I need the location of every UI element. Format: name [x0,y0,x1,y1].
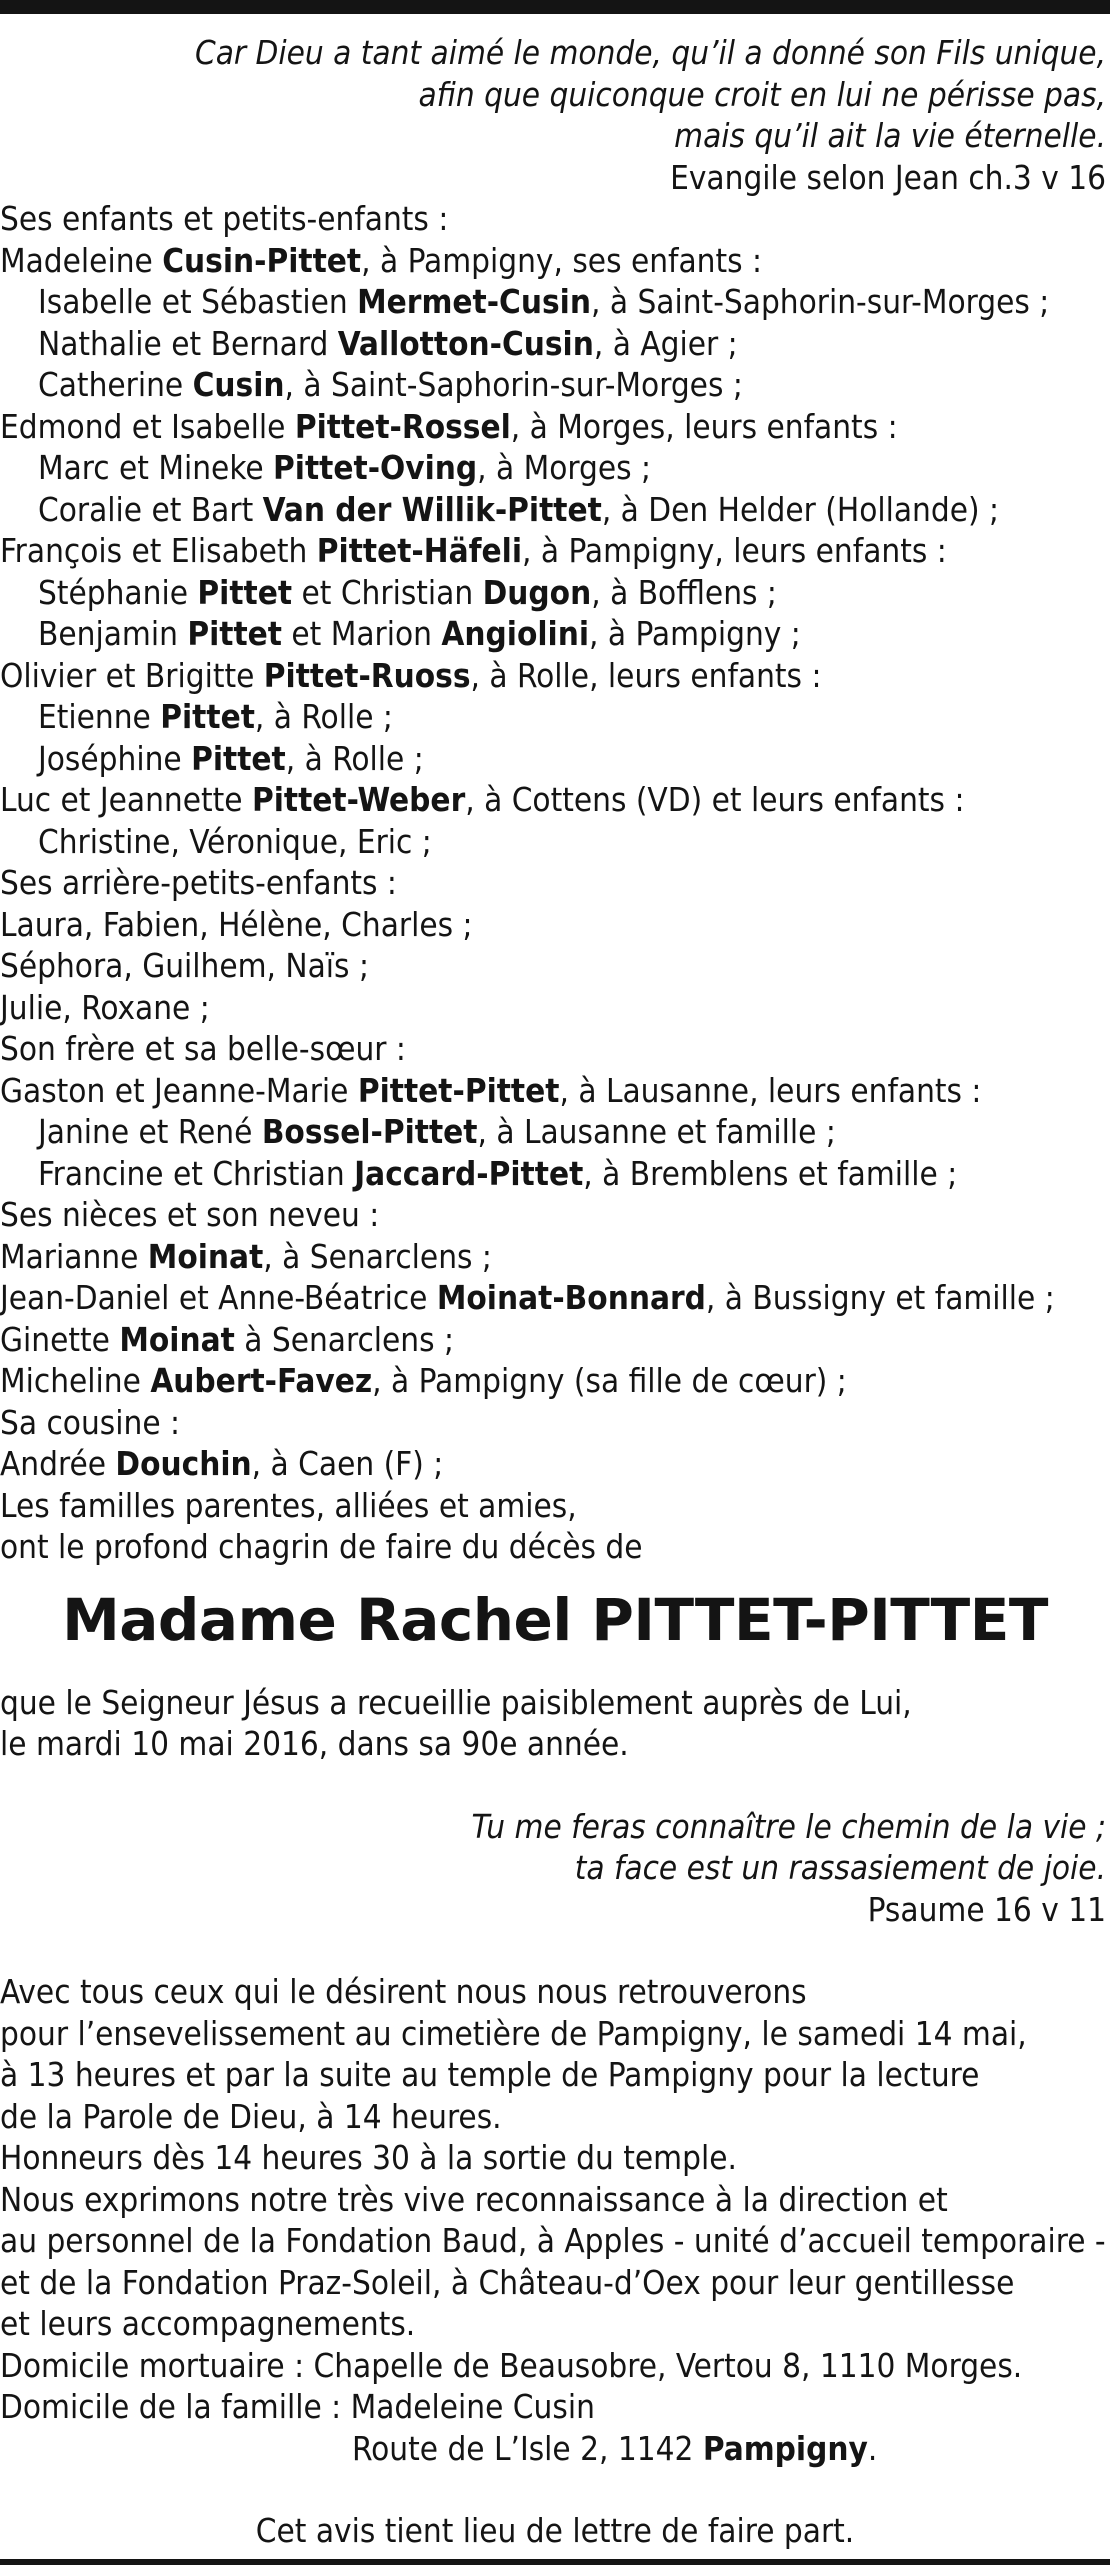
family-text: , à Bussigny et famille ; [705,1278,1055,1317]
family-text: , à Rolle ; [285,738,424,778]
family-name: Pittet-Oving [273,448,478,487]
verse-line: mais qu’il ait la vie éternelle. [674,116,1106,155]
family-text: Séphora, Guilhem, Naïs ; [0,946,369,985]
top-rule [0,0,1110,14]
family-name: Pittet [197,572,293,612]
opening-verse [0,32,1110,198]
family-text: , à Morges, leurs enfants : [510,406,898,446]
family-text: , à Lausanne, leurs enfants : [559,1070,982,1110]
ceremony-line: de la Parole de Dieu, à 14 heures. [0,2096,502,2136]
family-text: Francine et Christian [38,1153,355,1193]
family-text: Coralie et Bart [38,489,263,529]
family-line [0,1360,1110,1402]
spacer [0,1765,1110,1806]
family-address [0,2428,1110,2470]
family-text: Jean-Daniel et Anne-Béatrice [0,1278,437,1317]
family-line [0,1319,1110,1361]
family-line [0,1153,1110,1195]
verse-line: afin que quiconque croit en lui ne périsse pas, [418,74,1106,114]
ceremony-line: au personnel de la Fondation Baud, à Apples - unité d’accueil temporaire - [0,2221,1106,2260]
verse-reference: Evangile selon Jean ch.3 v 16 [670,157,1106,197]
family-line [0,987,1110,1029]
family-line [0,281,1110,323]
family-text: à Senarclens ; [234,1319,455,1359]
family-text: Andrée [0,1444,116,1483]
obituary-notice [0,32,1110,2552]
family-name: Angiolini [441,614,590,653]
family-line [0,364,1110,406]
family-line [0,821,1110,863]
family-text: , à Rolle ; [254,697,393,736]
family-text: , à Bofflens ; [591,572,777,612]
family-text: Christine, Véronique, Eric ; [38,821,432,861]
family-line [0,1028,1110,1070]
family-line [0,1277,1110,1319]
passing-line: le mardi 10 mai 2016, dans sa 90e année. [0,1724,629,1763]
deceased-name: Madame Rachel PITTET-PITTET [62,1585,1048,1654]
family-line [0,1236,1110,1278]
family-text: , à Saint-Saphorin-sur-Morges ; [590,282,1050,321]
family-name: Vallotton-Cusin [337,323,594,363]
family-text: ont le profond chagrin de faire du décès de [0,1527,643,1566]
family-text: Ginette [0,1319,120,1359]
family-line [0,1402,1110,1444]
family-line [0,1443,1110,1485]
family-line [0,406,1110,448]
ceremony-line: Honneurs dès 14 heures 30 à la sortie du temple. [0,2138,737,2177]
family-name: Moinat-Bonnard [436,1278,706,1317]
family-name: Pittet-Häfeli [316,531,523,570]
family-line [0,1526,1110,1568]
family-line [0,323,1110,365]
family-text: Isabelle et Sébastien [38,282,358,321]
family-name: Pittet-Rossel [294,406,511,446]
family-text: Ses arrière-petits-enfants : [0,863,397,902]
family-text: , à Saint-Saphorin-sur-Morges ; [284,365,743,404]
family-text: Marc et Mineke [38,448,274,487]
family-text: Son frère et sa belle-sœur : [0,1029,406,1068]
psalm-verse [0,1806,1110,1931]
family-line [0,613,1110,655]
family-name: Pittet-Pittet [357,1070,560,1110]
family-text: Stéphanie [38,572,198,612]
family-text: Edmond et Isabelle [0,406,295,446]
verse-reference: Psaume 16 v 11 [867,1889,1106,1929]
family-text: , à Agier ; [593,323,738,363]
closing-note: Cet avis tient lieu de lettre de faire part. [255,2511,855,2550]
family-name: Pittet [187,614,282,653]
family-line [0,198,1110,240]
family-name: Cusin-Pittet [162,240,362,280]
family-line [0,1194,1110,1236]
family-name: Bossel-Pittet [261,1112,478,1151]
verse-line: Car Dieu a tant aimé le monde, qu’il a donné son Fils unique, [194,33,1106,72]
family-text: Catherine [38,365,193,404]
family-text: Janine et René [38,1112,262,1151]
family-line [0,904,1110,946]
family-text: , à Pampigny, ses enfants : [361,240,763,280]
family-text: Micheline [0,1361,151,1400]
family-text: Julie, Roxane ; [0,987,210,1027]
family-text: , à Cottens (VD) et leurs enfants : [465,780,965,819]
family-text: Ses nièces et son neveu : [0,1195,380,1234]
family-line [0,240,1110,282]
ceremony-line: à 13 heures et par la suite au temple de Pampigny pour la lecture [0,2055,980,2094]
family-name: Moinat [147,1236,264,1276]
family-line [0,738,1110,780]
ceremony-line: Avec tous ceux qui le désirent nous nous retrouverons [0,1972,807,2011]
family-text: Benjamin [38,614,188,653]
family-name: Moinat [119,1319,235,1359]
family-text: , à Lausanne et famille ; [477,1112,836,1151]
family-text: Etienne [38,697,161,736]
family-line [0,862,1110,904]
family-name: Mermet-Cusin [357,282,591,321]
family-text: Marianne [0,1236,148,1276]
family-name: Dugon [482,572,592,612]
family-text: Nathalie et Bernard [38,323,338,363]
family-text: et Marion [281,614,442,653]
family-line [0,696,1110,738]
ceremony-details [0,1971,1110,2469]
family-line [0,1070,1110,1112]
family-text: Ses enfants et petits-enfants : [0,199,449,238]
family-text: François et Elisabeth [0,531,317,570]
family-line [0,1485,1110,1527]
family-name: Pittet [160,697,255,736]
address-end: . [867,2428,878,2468]
family-text: et Christian [292,572,483,612]
bottom-rule [0,2559,1110,2565]
family-text: Olivier et Brigitte [0,655,264,695]
family-text: , à Rolle, leurs enfants : [470,655,822,695]
family-text: , à Caen (F) ; [251,1444,444,1483]
address-town: Pampigny [702,2428,868,2468]
family-list [0,198,1110,1568]
family-name: Jaccard-Pittet [354,1153,584,1193]
ceremony-line: Domicile de la famille : Madeleine Cusin [0,2387,595,2426]
ceremony-line: pour l’ensevelissement au cimetière de Pampigny, le samedi 14 mai, [0,2013,1027,2053]
family-line [0,489,1110,531]
family-text: Joséphine [38,738,192,778]
family-text: , à Pampigny, leurs enfants : [522,531,947,570]
family-name: Aubert-Favez [150,1361,373,1400]
family-text: , à Morges ; [477,448,652,487]
family-line [0,447,1110,489]
family-line [0,572,1110,614]
passing-line: que le Seigneur Jésus a recueillie paisiblement auprès de Lui, [0,1682,912,1722]
ceremony-line: et leurs accompagnements. [0,2304,416,2343]
family-name: Douchin [115,1444,252,1483]
family-name: Cusin [192,365,285,404]
family-line [0,655,1110,697]
family-name: Van der Willik-Pittet [262,489,602,529]
family-line [0,530,1110,572]
family-text: , à Bremblens et famille ; [583,1153,958,1193]
family-text: , à Senarclens ; [263,1236,492,1276]
family-text: , à Den Helder (Hollande) ; [601,489,1000,529]
passing-text [0,1682,1110,1765]
verse-line: ta face est un rassasiement de joie. [574,1848,1106,1887]
family-text: Gaston et Jeanne-Marie [0,1070,358,1110]
ceremony-line: Domicile mortuaire : Chapelle de Beausobre, Vertou 8, 1110 Morges. [0,2345,1023,2385]
spacer [0,2469,1110,2510]
spacer [0,1930,1110,1971]
family-text: Luc et Jeannette [0,780,252,819]
ceremony-line: Nous exprimons notre très vive reconnaissance à la direction et [0,2179,948,2219]
ceremony-line: et de la Fondation Praz-Soleil, à Château-d’Oex pour leur gentillesse [0,2262,1015,2302]
family-text: , à Pampigny ; [589,614,801,653]
family-line [0,945,1110,987]
family-text: , à Pampigny (sa fille de cœur) ; [372,1361,847,1400]
family-name: Pittet [191,738,286,778]
family-text: Laura, Fabien, Hélène, Charles ; [0,904,473,944]
family-text: Les familles parentes, alliées et amies, [0,1485,577,1525]
verse-line: Tu me feras connaître le chemin de la vie ; [471,1806,1106,1846]
family-name: Pittet-Weber [251,780,466,819]
family-line [0,779,1110,821]
family-name: Pittet-Ruoss [263,655,471,695]
family-text: Sa cousine : [0,1402,181,1442]
family-line [0,1111,1110,1153]
address-street: Route de L’Isle 2, 1142 [352,2428,703,2468]
family-text: Madeleine [0,240,163,280]
